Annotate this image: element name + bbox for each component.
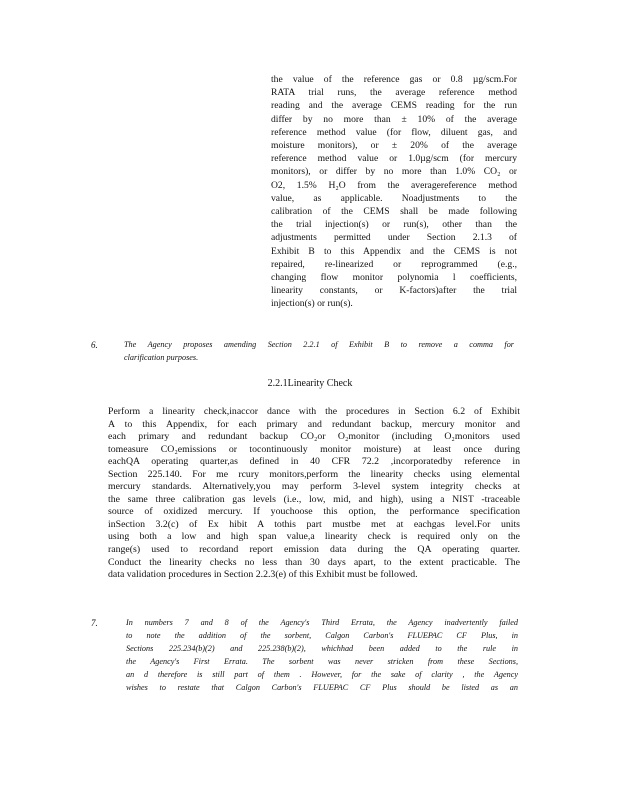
text-line: an d therefore is still part of them . However, for the sake of clarity , the Agency bbox=[126, 669, 518, 679]
text-line: mercury standards. Alternatively,you may perform 3-level system integrity checks at bbox=[108, 481, 520, 493]
text-line: tomeasure CO₂emissions or tocontinuously monitor moisture) at least once during bbox=[108, 443, 520, 455]
text-line: the same three calibration gas levels (i.e., low, mid, and high), using a NIST -traceable bbox=[108, 493, 520, 505]
text-line: differ by no more than ± 10% of the average bbox=[271, 113, 517, 125]
top-paragraph bbox=[271, 73, 517, 311]
text-line: the value of the reference gas or 0.8 µg/scm.For bbox=[271, 74, 517, 85]
text-line: Sections 225.234(b)(2) and 225.238(b)(2), whichhad been added to the rule in bbox=[126, 643, 518, 653]
text-line: monitors), or differ by no more than 1.0% CO₂ or bbox=[271, 166, 517, 178]
item-number-7: 7. bbox=[91, 618, 98, 628]
text-line: O2, 1.5% H₂O from the averagereference method bbox=[271, 179, 517, 191]
text-line: eachQA operating quarter,as defined in 40 CFR 72.2 ,incorporatedby reference in bbox=[108, 456, 520, 468]
text-line: reference method value or 1.0µg/scm (for mercury bbox=[271, 153, 517, 165]
text-line: The Agency proposes amending Section 2.2.1 of Exhibit B to remove a comma for bbox=[124, 340, 514, 349]
text-line: the Agency's First Errata. The sorbent was never stricken from these Sections, bbox=[126, 656, 518, 666]
section-heading: 2.2.1Linearity Check bbox=[267, 378, 353, 389]
text-line: the trial injection(s) or run(s), other than the bbox=[271, 219, 517, 231]
text-line: adjustments permitted under Section 2.1.3 of bbox=[271, 232, 517, 244]
text-line: Conduct the linearity checks no less than 30 days apart, to the extent practicable. The bbox=[108, 556, 520, 568]
text-line: range(s) used to recordand report emission data during the QA operating quarter. bbox=[108, 544, 520, 556]
text-line: wishes to restate that Calgon Carbon's FLUEPAC CF Plus should be listed as an bbox=[126, 682, 518, 692]
text-line: to note the addition of the sorbent, Calgon Carbon's FLUEPAC CF Plus, in bbox=[126, 630, 518, 640]
text-line: source of oxidized mercury. If youchoose this option, the performance specification bbox=[108, 506, 520, 518]
text-line: Exhibit B to this Appendix and the CEMS is not bbox=[271, 245, 517, 257]
text-line: In numbers 7 and 8 of the Agency's Third Errata, the Agency inadvertently failed bbox=[126, 618, 518, 627]
text-line: linearity constants, or K-factors)after the trial bbox=[271, 285, 517, 297]
text-line: Perform a linearity check,inaccor dance with the procedures in Section 6.2 of Exhibit bbox=[108, 406, 520, 417]
text-line: reading and the average CEMS reading for the run bbox=[271, 100, 517, 112]
text-line: changing flow monitor polynomia l coefficients, bbox=[271, 272, 517, 284]
text-line: repaired, re-linearized or reprogrammed (e.g., bbox=[271, 258, 517, 270]
text-line: inSection 3.2(c) of Ex hibit A tothis part mustbe met at eachgas level.For units bbox=[108, 518, 520, 530]
text-line: RATA trial runs, the average reference method bbox=[271, 87, 517, 99]
text-line: moisture monitors), or ± 20% of the average bbox=[271, 140, 517, 152]
text-line: data validation procedures in Section 2.2.3(e) of this Exhibit must be followed. bbox=[108, 569, 418, 581]
text-line: injection(s) or run(s). bbox=[271, 298, 353, 310]
item-6-note bbox=[124, 339, 514, 365]
text-line: Section 225.140. For me rcury monitors,perform the linearity checks using elemental bbox=[108, 468, 520, 480]
text-line: reference method value (for flow, diluent gas, and bbox=[271, 126, 517, 138]
main-paragraph bbox=[108, 406, 520, 582]
text-line: using both a low and high span value,a linearity check is required only on the bbox=[108, 531, 520, 543]
text-line: value, as applicable. Noadjustments to the bbox=[271, 192, 517, 204]
text-line: calibration of the CEMS shall be made following bbox=[271, 206, 517, 218]
item-number-6: 6. bbox=[91, 340, 98, 350]
text-line: A to this Appendix, for each primary and redundant backup, mercury monitor and bbox=[108, 418, 520, 430]
item-7-note bbox=[126, 617, 518, 694]
text-line: clarification purposes. bbox=[124, 352, 199, 362]
text-line: each primary and redundant backup CO₂or O₂monitor (including O₂monitors used bbox=[108, 431, 520, 443]
